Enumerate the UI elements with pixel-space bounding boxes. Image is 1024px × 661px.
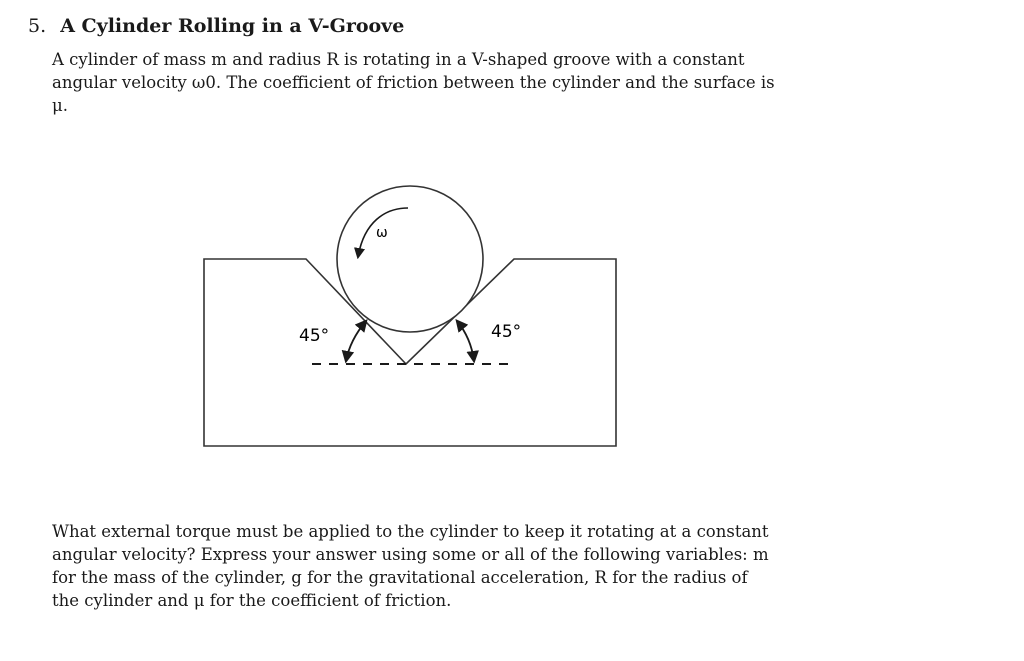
problem-heading <box>28 14 404 38</box>
intro-line: angular velocity ω0. The coefficient of friction between the cylinder and the surface is <box>52 73 775 92</box>
left-angle-arrow <box>346 321 366 361</box>
problem-question <box>52 520 772 612</box>
problem-intro <box>52 48 775 117</box>
question-line: the cylinder and μ for the coefficient of friction. <box>52 591 452 610</box>
problem-title: A Cylinder Rolling in a V-Groove <box>60 15 405 37</box>
right-angle-label: 45° <box>491 322 522 342</box>
cylinder <box>337 186 483 332</box>
question-line: for the mass of the cylinder, g for the gravitational acceleration, R for the radius of <box>52 568 748 587</box>
question-line: angular velocity? Express your answer using some or all of the following variables: m <box>52 545 769 564</box>
right-angle-arrow <box>457 321 474 361</box>
left-angle-label: 45° <box>299 326 330 346</box>
v-groove-diagram <box>195 175 625 455</box>
intro-line: μ. <box>52 96 68 115</box>
question-line: What external torque must be applied to the cylinder to keep it rotating at a constant <box>52 522 769 541</box>
omega-label: ω <box>376 225 388 241</box>
problem-number: 5. <box>28 15 47 37</box>
intro-line: A cylinder of mass m and radius R is rotating in a V-shaped groove with a constant <box>52 50 745 69</box>
